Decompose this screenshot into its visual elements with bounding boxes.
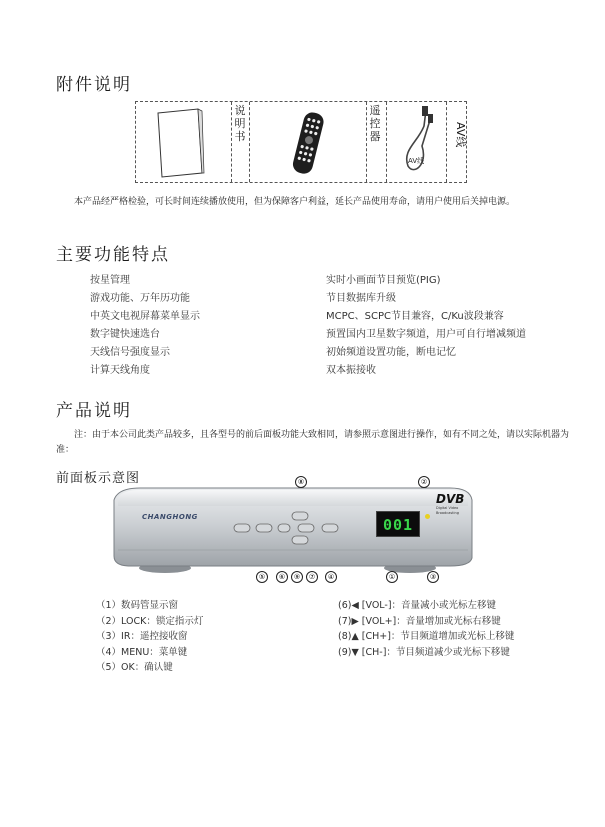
legend-item: （1）数码管显示窗 [96, 600, 179, 611]
ch-down-button[interactable] [292, 536, 308, 544]
accessories-title: 附件说明 [56, 75, 132, 95]
feature-item: 实时小画面节目预览(PIG) [326, 275, 441, 286]
av-cable-label: AV线 [454, 122, 467, 148]
feature-item: 初始频道设置功能，断电记忆 [326, 347, 456, 358]
callout-9: ⑨ [291, 571, 303, 583]
legend-item: (7)▶ [VOL+]：音量增加或光标右移键 [338, 615, 501, 627]
dvb-logo: DVB Digital Video Broadcasting [436, 492, 465, 515]
ch-down-small-button[interactable] [278, 524, 290, 532]
callout-2: ② [418, 476, 430, 488]
features-left-list [90, 272, 200, 380]
legend-item: (8)▲ [CH+]：节目频道增加或光标上移键 [338, 631, 515, 642]
legend-item: （3）IR：遥控接收窗 [96, 631, 188, 642]
feature-item: MCPC、SCPC节目兼容，C/Ku波段兼容 [326, 311, 504, 322]
manual-book-icon [156, 107, 206, 179]
feature-item: 天线信号强度显示 [90, 347, 170, 358]
legend-item: （4）MENU：菜单键 [96, 646, 188, 658]
callout-6: ⑥ [276, 571, 288, 583]
intro-paragraph: 本产品经严格检验，可长时间连续播放使用，但为保障客户利益，延长产品使用寿命，请用户使用后关掉电源。 [74, 197, 516, 207]
vol-up-button[interactable] [298, 524, 314, 532]
callout-4: ④ [325, 571, 337, 583]
ch-up-button[interactable] [292, 512, 308, 520]
feature-item: 双本振接收 [326, 365, 376, 376]
callout-3: ③ [427, 571, 439, 583]
features-title: 主要功能特点 [56, 245, 170, 265]
callout-5: ⑤ [256, 571, 268, 583]
feature-item: 节目数据库升级 [326, 293, 396, 304]
vol-down-button[interactable] [256, 524, 272, 532]
legend-item: （5）OK：确认键 [96, 662, 173, 673]
lock-indicator [425, 514, 430, 519]
feature-item: 游戏功能、万年历功能 [90, 293, 190, 304]
manual-label: 说明书 [234, 104, 246, 143]
legend-item: (6)◀ [VOL-]：音量减小或光标左移键 [338, 600, 497, 611]
display-digits: 001 [383, 516, 414, 534]
callout-7: ⑦ [306, 571, 318, 583]
feature-item: 数字键快速选台 [90, 329, 160, 340]
product-title: 产品说明 [56, 401, 132, 421]
legend-left [96, 598, 203, 676]
legend-item: (9)▼ [CH-]：节目频道减少或光标下移键 [338, 646, 510, 658]
feature-item: 中英文电视屏幕菜单显示 [90, 311, 200, 322]
product-note: 注：由于本公司此类产品较多，且各型号的前后面板功能大致相同，请参照示意图进行操作，如有不同之处，请以实际机器为准： [56, 430, 570, 455]
remote-control-icon [286, 110, 330, 178]
ok-button[interactable] [234, 524, 250, 532]
features-right-list [326, 272, 526, 380]
menu-button[interactable] [322, 524, 338, 532]
av-cable-small-label: AV线 [408, 157, 425, 165]
legend-right [338, 598, 514, 660]
legend-item: （2）LOCK：锁定指示灯 [96, 615, 204, 627]
feature-item: 预置国内卫星数字频道，用户可自行增减频道 [326, 329, 526, 340]
callout-8: ⑧ [295, 476, 307, 488]
brand-logo: CHANGHONG [142, 513, 198, 521]
feature-item: 计算天线角度 [90, 365, 150, 376]
display-window [376, 511, 420, 537]
accessories-box [135, 101, 467, 183]
remote-label: 遥控器 [369, 104, 381, 143]
callout-1: ① [386, 571, 398, 583]
feature-item: 按星管理 [90, 275, 130, 286]
panel-buttons [232, 502, 342, 546]
front-panel-title: 前面板示意图 [56, 471, 141, 486]
